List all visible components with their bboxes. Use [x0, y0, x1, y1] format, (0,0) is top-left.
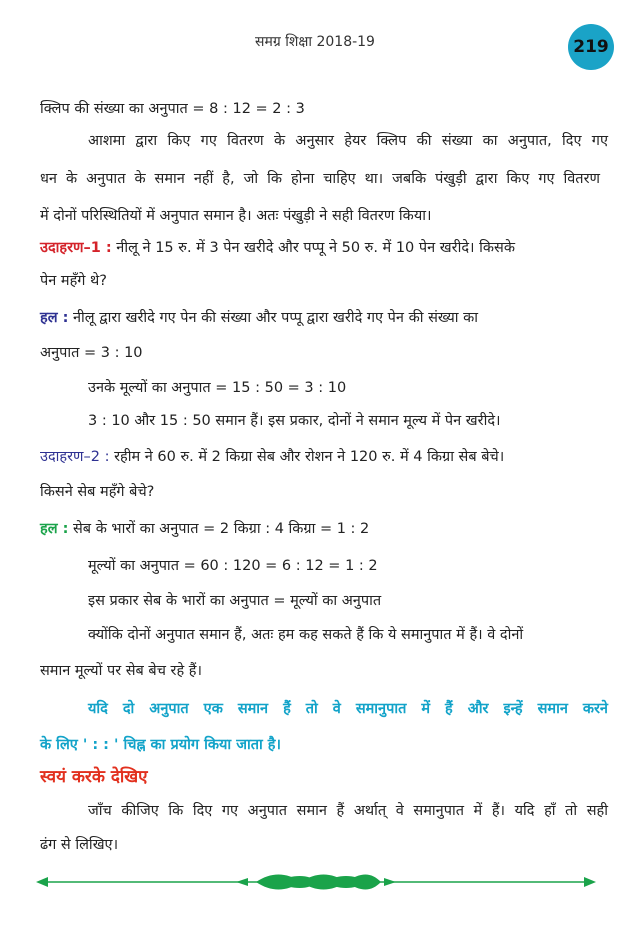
text-line: 3 : 10 और 15 : 50 समान हैं। इस प्रकार, दोनों ने समान मूल्य में पेन खरीदे। [88, 413, 501, 429]
text-line: पेन महँगे थे? [40, 273, 107, 289]
solution-label: हल : [40, 521, 69, 537]
text-line: क्लिप की संख्या का अनुपात = 8 : 12 = 2 : 3 [40, 101, 305, 117]
example-2 [40, 446, 600, 466]
text-line: धन के अनुपात के समान नहीं है, जो कि होना चाहिए था। जबकि पंखुड़ी द्वारा किए गए वितरण [40, 171, 600, 187]
solution-label: हल : [40, 310, 69, 326]
example-text: रहीम ने 60 रु. में 2 किग्रा सेब और रोशन ने 120 रु. में 4 किग्रा सेब बेचे। [109, 449, 505, 465]
example-label: उदाहरण–2 : [40, 449, 110, 465]
text-line: अनुपात = 3 : 10 [40, 345, 143, 361]
text-line: इस प्रकार सेब के भारों का अनुपात = मूल्यों का अनुपात [88, 593, 382, 609]
text-line: किसने सेब महँगे बेचे? [40, 484, 155, 500]
text-line: आशमा द्वारा किए गए वितरण के अनुसार हेयर क्लिप की संख्या का अनुपात, दिए गए [88, 133, 608, 149]
example-1 [40, 237, 600, 257]
solution-text: सेब के भारों का अनुपात = 2 किग्रा : 4 किग्रा = 1 : 2 [68, 521, 370, 537]
rule-statement: यदि दो अनुपात एक समान हैं तो वे समानुपात में हैं और इन्हें समान करने [88, 701, 608, 717]
text-line: समान मूल्यों पर सेब बेच रहे हैं। [40, 663, 202, 679]
example-label: उदाहरण–1 : [40, 240, 112, 256]
solution-1 [40, 307, 600, 327]
text-line: ढंग से लिखिए। [40, 837, 119, 853]
page-number-badge: 219 [568, 24, 614, 70]
text-line: क्योंकि दोनों अनुपात समान हैं, अतः हम कह सकते हैं कि ये समानुपात में हैं। वे दोनों [88, 627, 524, 643]
running-header: समग्र शिक्षा 2018-19 [255, 34, 375, 50]
text-line: में दोनों परिस्थितियों में अनुपात समान है। अतः पंखुड़ी ने सही वितरण किया। [40, 208, 432, 224]
text-line: उनके मूल्यों का अनुपात = 15 : 50 = 3 : 10 [88, 380, 347, 396]
example-text: नीलू ने 15 रु. में 3 पेन खरीदे और पप्पू ने 50 रु. में 10 पेन खरीदे। किसके [111, 240, 515, 256]
decorative-divider [36, 870, 596, 894]
text-line: जाँच कीजिए कि दिए गए अनुपात समान हैं अर्थात् वे समानुपात में हैं। यदि हाँ तो सही [88, 803, 608, 819]
text-line: मूल्यों का अनुपात = 60 : 120 = 6 : 12 = 1 : 2 [88, 558, 378, 574]
section-title: स्वयं करके देखिए [40, 767, 148, 787]
solution-text: नीलू द्वारा खरीदे गए पेन की संख्या और पप्पू द्वारा खरीदे गए पेन की संख्या का [68, 310, 479, 326]
solution-2 [40, 518, 600, 538]
rule-statement: के लिए ' : : ' चिह्न का प्रयोग किया जाता है। [40, 737, 281, 753]
